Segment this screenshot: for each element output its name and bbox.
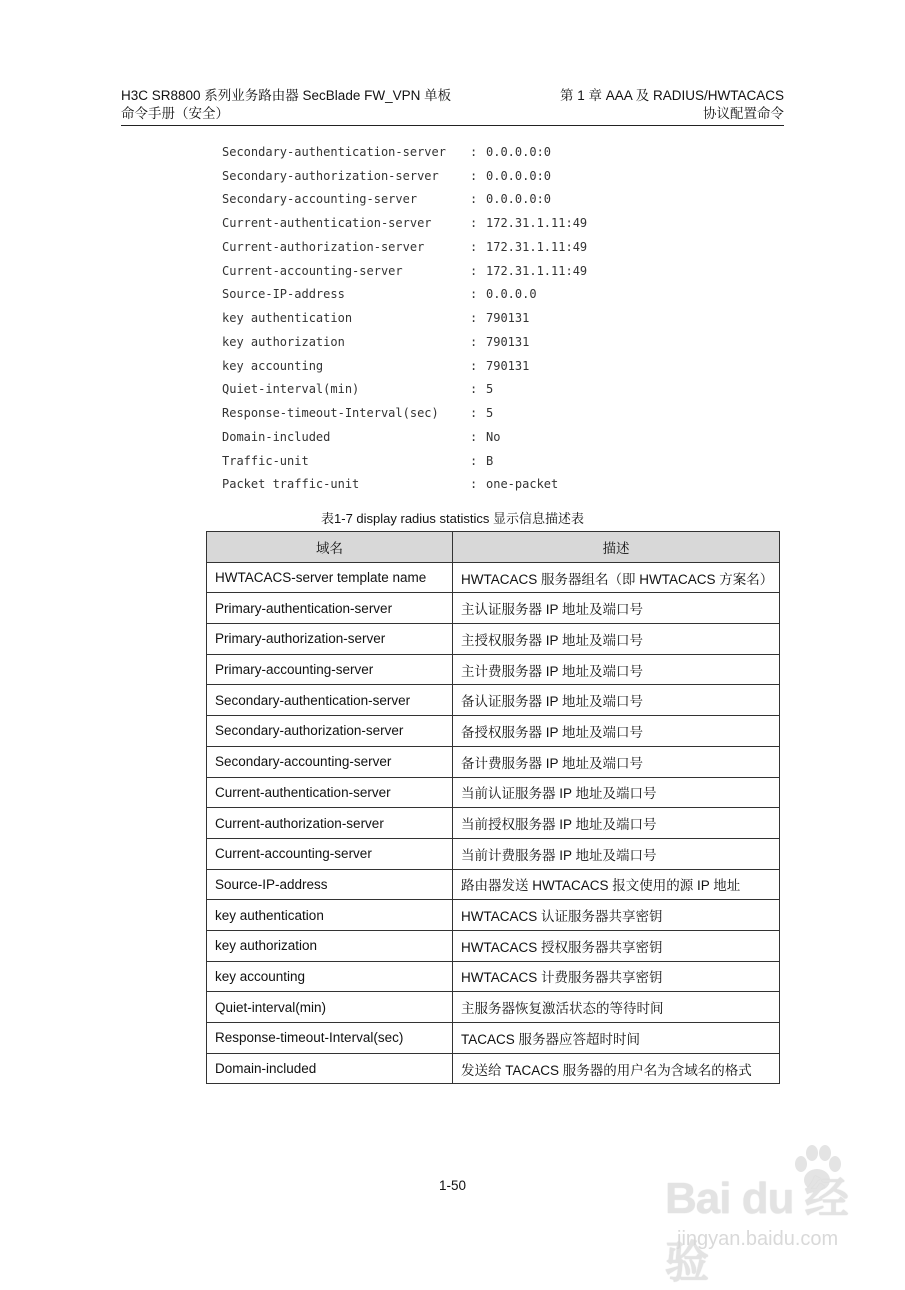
page-number: 1-50 xyxy=(438,1178,467,1193)
code-line xyxy=(222,473,587,497)
code-value: No xyxy=(486,429,501,444)
table-row xyxy=(207,654,780,685)
code-value: B xyxy=(486,453,494,468)
cell-field-name: Secondary-authorization-server xyxy=(207,716,453,747)
cell-field-name: Secondary-accounting-server xyxy=(207,746,453,777)
code-line xyxy=(222,401,587,425)
table-row xyxy=(207,777,780,808)
code-separator: : xyxy=(470,406,478,421)
code-separator: : xyxy=(470,358,478,373)
cell-field-name: Current-authentication-server xyxy=(207,777,453,808)
code-key: key authentication xyxy=(222,311,353,326)
code-key: key authorization xyxy=(222,334,345,349)
code-line xyxy=(222,354,587,378)
code-separator: : xyxy=(470,382,478,397)
code-value: 0.0.0.0 xyxy=(486,287,537,302)
cell-field-name: Current-authorization-server xyxy=(207,808,453,839)
code-value: 790131 xyxy=(486,334,530,349)
code-separator: : xyxy=(470,216,478,231)
table-body xyxy=(207,562,780,1084)
code-line xyxy=(222,140,587,164)
cell-field-name: Domain-included xyxy=(207,1053,453,1084)
header-section: 协议配置命令 xyxy=(703,106,784,121)
table-row xyxy=(207,1053,780,1084)
code-key: Traffic-unit xyxy=(222,453,309,468)
cell-field-name: Source-IP-address xyxy=(207,869,453,900)
cell-field-name: Primary-authorization-server xyxy=(207,624,453,655)
table-row xyxy=(207,900,780,931)
code-separator: : xyxy=(470,311,478,326)
code-value: 172.31.1.11:49 xyxy=(486,239,588,254)
code-value: 790131 xyxy=(486,358,530,373)
table-row xyxy=(207,992,780,1023)
cell-field-name: Primary-accounting-server xyxy=(207,654,453,685)
table-row xyxy=(207,961,780,992)
watermark-url: jingyan.baidu.com xyxy=(677,1228,839,1250)
code-line xyxy=(222,235,587,259)
cell-field-name: Current-accounting-server xyxy=(207,838,453,869)
code-separator: : xyxy=(470,287,478,302)
cell-description: 路由器发送 HWTACACS 报文使用的源 IP 地址 xyxy=(453,869,780,900)
code-value: 0.0.0.0:0 xyxy=(486,144,552,159)
code-key: Source-IP-address xyxy=(222,287,345,302)
table-row xyxy=(207,838,780,869)
code-line xyxy=(222,330,587,354)
cell-description: 备认证服务器 IP 地址及端口号 xyxy=(453,685,780,716)
code-value: 172.31.1.11:49 xyxy=(486,263,588,278)
code-value: one-packet xyxy=(486,477,559,492)
code-key: Secondary-accounting-server xyxy=(222,192,418,207)
code-key: key accounting xyxy=(222,358,324,373)
code-key: Domain-included xyxy=(222,429,331,444)
code-key: Response-timeout-Interval(sec) xyxy=(222,406,439,421)
watermark-logo-text: Bai du 经验 xyxy=(665,1174,848,1287)
cell-field-name: key authorization xyxy=(207,930,453,961)
table-row xyxy=(207,1023,780,1054)
cell-description: HWTACACS 授权服务器共享密钥 xyxy=(453,930,780,961)
code-separator: : xyxy=(470,429,478,444)
cell-description: HWTACACS 计费服务器共享密钥 xyxy=(453,961,780,992)
code-value: 5 xyxy=(486,382,494,397)
table-row xyxy=(207,716,780,747)
code-value: 0.0.0.0:0 xyxy=(486,168,552,183)
table-row xyxy=(207,624,780,655)
cell-field-name: Quiet-interval(min) xyxy=(207,992,453,1023)
code-separator: : xyxy=(470,168,478,183)
description-table xyxy=(206,531,780,1084)
code-separator: : xyxy=(470,477,478,492)
cell-field-name: key authentication xyxy=(207,900,453,931)
cell-description: 主服务器恢复激活状态的等待时间 xyxy=(453,992,780,1023)
code-separator: : xyxy=(470,453,478,468)
baidu-watermark xyxy=(637,1140,857,1287)
table-caption: 表1-7 display radius statistics 显示信息描述表 xyxy=(321,511,584,526)
code-output-block xyxy=(222,140,587,496)
header-left xyxy=(121,87,451,123)
code-line xyxy=(222,259,587,283)
cell-description: TACACS 服务器应答超时时间 xyxy=(453,1023,780,1054)
header-divider xyxy=(121,125,784,126)
code-value: 172.31.1.11:49 xyxy=(486,216,588,231)
code-value: 5 xyxy=(486,406,494,421)
table-row xyxy=(207,562,780,593)
code-line xyxy=(222,306,587,330)
code-line xyxy=(222,283,587,307)
code-separator: : xyxy=(470,192,478,207)
table-row xyxy=(207,869,780,900)
table-row xyxy=(207,808,780,839)
cell-description: 主授权服务器 IP 地址及端口号 xyxy=(453,624,780,655)
column-header-field: 域名 xyxy=(207,532,453,563)
code-key: Secondary-authentication-server xyxy=(222,144,446,159)
cell-description: 当前认证服务器 IP 地址及端口号 xyxy=(453,777,780,808)
code-separator: : xyxy=(470,144,478,159)
code-line xyxy=(222,211,587,235)
column-header-description: 描述 xyxy=(453,532,780,563)
cell-description: 发送给 TACACS 服务器的用户名为含域名的格式 xyxy=(453,1053,780,1084)
cell-field-name: HWTACACS-server template name xyxy=(207,562,453,593)
cell-description: 备授权服务器 IP 地址及端口号 xyxy=(453,716,780,747)
code-line xyxy=(222,378,587,402)
code-value: 0.0.0.0:0 xyxy=(486,192,552,207)
code-value: 790131 xyxy=(486,311,530,326)
cell-field-name: Response-timeout-Interval(sec) xyxy=(207,1023,453,1054)
cell-description: 当前计费服务器 IP 地址及端口号 xyxy=(453,838,780,869)
header-doc-subtitle: 命令手册（安全） xyxy=(121,106,229,121)
code-key: Current-authentication-server xyxy=(222,216,432,231)
code-separator: : xyxy=(470,263,478,278)
cell-field-name: Primary-authentication-server xyxy=(207,593,453,624)
header-chapter: 第 1 章 AAA 及 RADIUS/HWTACACS xyxy=(559,88,784,103)
code-key: Current-accounting-server xyxy=(222,263,403,278)
cell-description: HWTACACS 认证服务器共享密钥 xyxy=(453,900,780,931)
header-right xyxy=(560,87,784,123)
code-key: Current-authorization-server xyxy=(222,239,425,254)
code-line xyxy=(222,188,587,212)
cell-field-name: Secondary-authentication-server xyxy=(207,685,453,716)
cell-description: 当前授权服务器 IP 地址及端口号 xyxy=(453,808,780,839)
table-row xyxy=(207,930,780,961)
code-key: Secondary-authorization-server xyxy=(222,168,439,183)
table-row xyxy=(207,593,780,624)
table-header-row xyxy=(207,532,780,563)
cell-description: 主认证服务器 IP 地址及端口号 xyxy=(453,593,780,624)
code-line xyxy=(222,449,587,473)
table-row xyxy=(207,685,780,716)
cell-description: HWTACACS 服务器组名（即 HWTACACS 方案名） xyxy=(453,562,780,593)
table-row xyxy=(207,746,780,777)
cell-field-name: key accounting xyxy=(207,961,453,992)
header-doc-title: H3C SR8800 系列业务路由器 SecBlade FW_VPN 单板 xyxy=(121,88,452,103)
code-separator: : xyxy=(470,239,478,254)
cell-description: 主计费服务器 IP 地址及端口号 xyxy=(453,654,780,685)
code-key: Packet traffic-unit xyxy=(222,477,360,492)
code-line xyxy=(222,164,587,188)
code-separator: : xyxy=(470,334,478,349)
code-key: Quiet-interval(min) xyxy=(222,382,360,397)
code-line xyxy=(222,425,587,449)
cell-description: 备计费服务器 IP 地址及端口号 xyxy=(453,746,780,777)
